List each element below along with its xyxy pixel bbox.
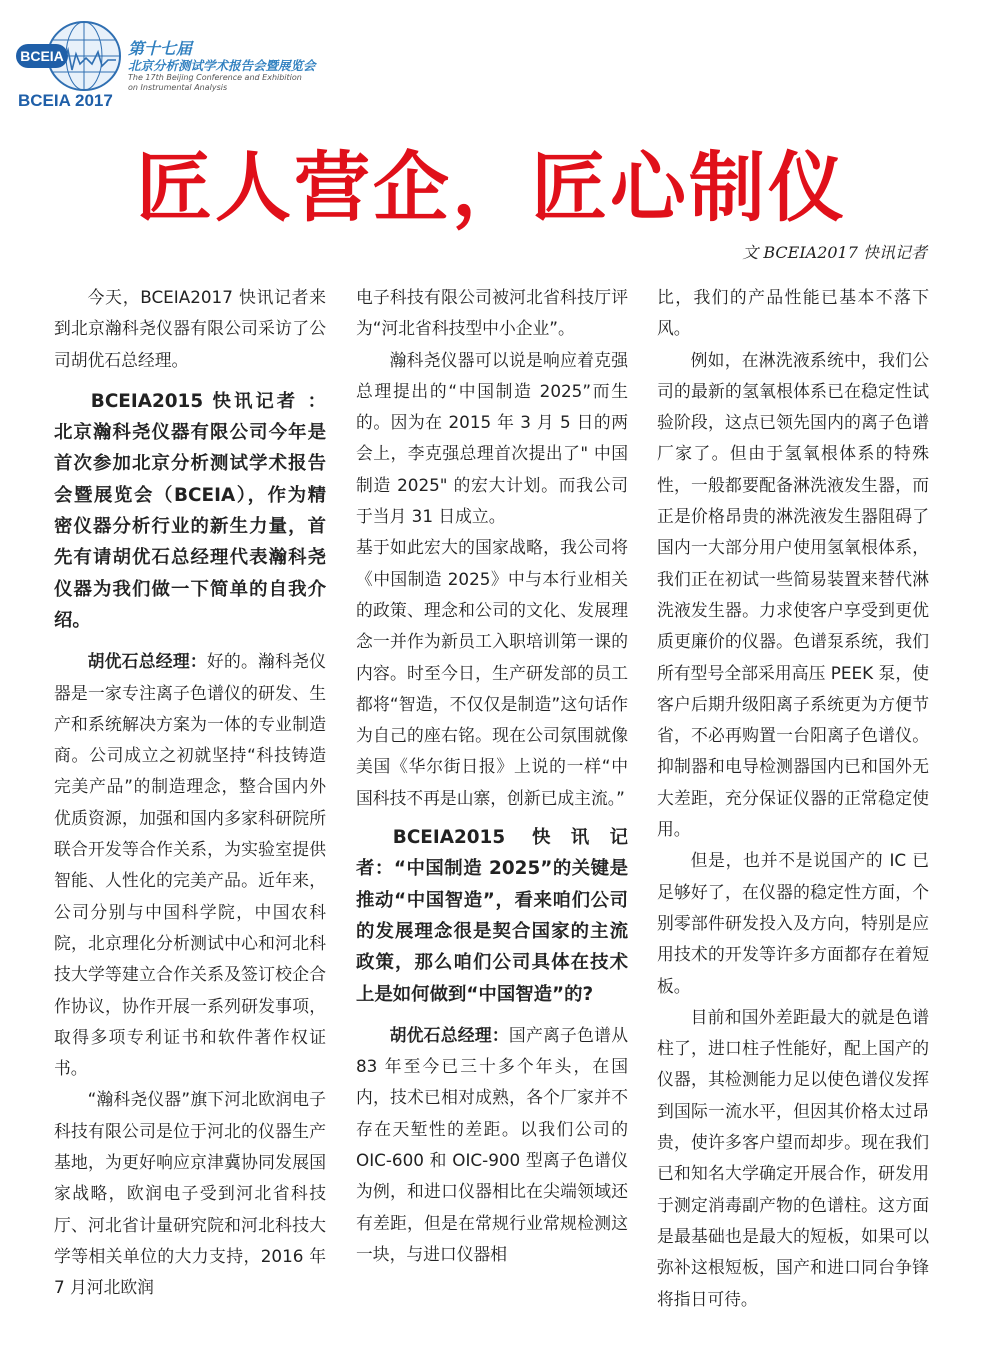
answer-text: 好的。瀚科尧仪器是一家专注离子色谱仪的研发、生产和系统解决方案为一体的专业制造商。公司成立之初就坚持“科技铸造完美产品”的制造理念，整合国内外优质资源，加强和国内多家科研院所联合开发等合作关系，为实验室提供智能、人性化的完美产品。近年来，公司分别与中国科学院，中国农科院，北京理化分析测试中心和河北科技大学等建立合作关系及签订校企合作协议，协作开展一系列研发事项，取得多项专利证书和软件著作权证书。 — [54, 651, 326, 1079]
conference-name-cn: 北京分析测试学术报告会暨展览会 — [128, 58, 316, 73]
answer-text: 国产离子色谱从 83 年至今已三十多个年头，在国内，技术已相对成熟，各个厂家并不存在天堑性的差距。以我们公司的 OIC-600 和 OIC-900 型离子色谱仪为例，和进口仪器相比在尖端领域还有差距，但是在常规行业常规检测这一块，与进口仪器相 — [356, 1024, 628, 1264]
paragraph: 例如，在淋洗液系统中，我们公司的最新的氢氧根体系已在稳定性试验阶段，这点已领先国内的离子色谱厂家了。但由于氢氧根体系的特殊性，一般都要配备淋洗液发生器，而正是价格昂贵的淋洗液发生器阻碍了国内一大部分用户使用氢氧根体系，我们正在初试一些简易装置来替代淋洗液发生器。力求使客户享受到更优质更廉价的仪器。色谱泵系统，我们所有型号全部采用高压 PEEK 泵，使客户后期升级阳离子系统更为方便节省，不必再购置一台阳离子色谱仪。抑制器和电导检测器国内已和国外无大差距，充分保证仪器的正常稳定使用。 — [657, 349, 929, 840]
article-column-3 — [657, 282, 929, 1315]
article-byline: 文 BCEIA2017 快讯记者 — [742, 243, 927, 262]
paragraph: 但是，也并不是说国产的 IC 已足够好了，在仪器的稳定性方面，个别零部件研发投入及方向，特别是应用技术的开发等许多方面都存在着短板。 — [657, 850, 929, 996]
conference-name-en-1: The 17th Beijing Conference and Exhibition — [128, 73, 302, 82]
paragraph: 电子科技有限公司被河北省科技厅评为“河北省科技型中小企业”。 — [356, 287, 628, 339]
paragraph: 目前和国外差距最大的就是色谱柱了，进口柱子性能好，配上国产的仪器，其检测能力足以使色谱仪发挥到国际一流水平，但因其价格太过昂贵，使许多客户望而却步。现在我们已和知名大学确定开展合作，研发用于测定消毒副产物的色谱柱。这方面是最基础也是最大的短板，如果可以弥补这根短板，国产和进口同台争锋将指日可待。 — [657, 1006, 929, 1309]
paragraph: 瀚科尧仪器可以说是响应着克强总理提出的“中国制造 2025”而生的。因为在 2015 年 3 月 5 日的两会上，李克强总理首次提出了" 中国制造 2025" 的宏大计划。而我公司于当月 31 日成立。 — [356, 349, 628, 527]
paragraph: 比，我们的产品性能已基本不落下风。 — [657, 287, 929, 339]
logo-year-text: BCEIA 2017 — [18, 91, 113, 110]
interviewer-question: BCEIA2015 快讯记者 ：北京瀚科尧仪器有限公司今年是首次参加北京分析测试学术报告会暨展览会（BCEIA），作为精密仪器分析行业的新生力量，首先有请胡优石总经理代表瀚科尧仪器为我们做一下简单的自我介绍。 — [54, 390, 326, 631]
article-title: 匠人营企，匠心制仪 — [136, 143, 847, 232]
conference-header — [128, 40, 316, 93]
paragraph: 基于如此宏大的国家战略，我公司将《中国制造 2025》中与本行业相关的政策、理念和公司的文化、发展理念一并作为新员工入职培训第一课的内容。时至今日，生产研发部的员工都将“智造，不仅仅是制造”这句话作为自己的座右铭。现在公司氛围就像美国《华尔街日报》上说的一样“中国科技不再是山寨，创新已成主流。” — [356, 537, 628, 808]
bceia-logo — [14, 14, 122, 110]
article-column-1 — [54, 282, 326, 1304]
interviewer-question: BCEIA2015 快讯记者：“中国制造 2025”的关键是推动“中国智造”，看来咱们公司的发展理念很是契合国家的主流政策，那么咱们公司具体在技术上是如何做到“中国智造”的? — [356, 827, 628, 1005]
article-column-2 — [356, 282, 628, 1270]
paragraph: 今天，BCEIA2017 快讯记者来到北京瀚科尧仪器有限公司采访了公司胡优石总经理。 — [54, 287, 326, 370]
paragraph: “瀚科尧仪器”旗下河北欧润电子科技有限公司是位于河北的仪器生产基地，为更好响应京津冀协同发展国家战略，欧润电子受到河北省科技厅、河北省计量研究院和河北科技大学等相关单位的大力支持，2016 年 7 月河北欧润 — [54, 1089, 326, 1298]
interviewee-answer — [54, 646, 326, 1084]
interviewee-answer — [356, 1020, 628, 1270]
conference-name-en-2: on Instrumental Analysis — [128, 83, 228, 92]
logo-badge-text: BCEIA — [20, 48, 64, 64]
speaker-label: 胡优石总经理： — [389, 1024, 509, 1045]
conference-edition: 第十七届 — [128, 39, 193, 58]
speaker-label: 胡优石总经理： — [87, 651, 207, 672]
